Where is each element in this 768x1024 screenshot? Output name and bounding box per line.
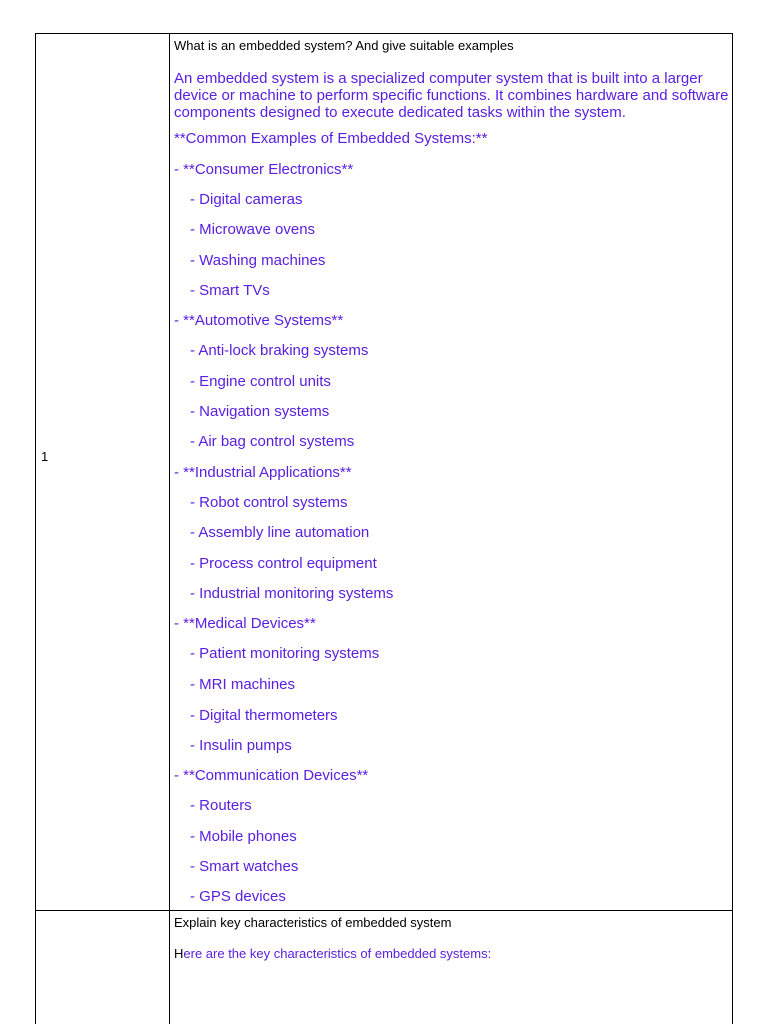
- answer-1: An embedded system is a specialized computer system that is built into a larger device or machine to perform specific functions. It combines hardware and software components designed to execute dedicated tasks within the system.: [174, 70, 729, 121]
- list-item: - Air bag control systems: [190, 433, 355, 450]
- list-item: - Assembly line automation: [190, 524, 370, 541]
- list-item: - Process control equipment: [190, 555, 377, 572]
- examples-heading: **Common Examples of Embedded Systems:**: [174, 130, 488, 147]
- category-label: - **Consumer Electronics**: [174, 161, 354, 178]
- list-item: - Microwave ovens: [190, 221, 316, 238]
- list-item: - Routers: [190, 797, 252, 814]
- list-item: - Robot control systems: [190, 494, 348, 511]
- category-label: - **Medical Devices**: [174, 615, 316, 632]
- list-item: - Engine control units: [190, 373, 331, 390]
- list-item: - Digital cameras: [190, 191, 303, 208]
- list-item: - Smart TVs: [190, 282, 270, 299]
- answer-2: [174, 946, 491, 961]
- answer-2-text: ere are the key characteristics of embedded systems:: [183, 946, 492, 961]
- category-label: - **Automotive Systems**: [174, 312, 344, 329]
- list-item: - GPS devices: [190, 888, 286, 905]
- table-border-left: [35, 33, 36, 1024]
- list-item: - Patient monitoring systems: [190, 645, 380, 662]
- answer-2-first-letter: H: [174, 946, 184, 961]
- question-1: What is an embedded system? And give suitable examples: [174, 38, 514, 53]
- list-item: - Anti-lock braking systems: [190, 342, 369, 359]
- question-2: Explain key characteristics of embedded system: [174, 915, 452, 930]
- table-border-right: [732, 33, 733, 1024]
- table-border-column: [169, 33, 170, 1024]
- list-item: - Industrial monitoring systems: [190, 585, 394, 602]
- category-label: - **Communication Devices**: [174, 767, 369, 784]
- list-item: - Mobile phones: [190, 828, 297, 845]
- category-label: - **Industrial Applications**: [174, 464, 352, 481]
- list-item: - Smart watches: [190, 858, 299, 875]
- table-row-divider: [35, 910, 733, 911]
- table-border-top: [35, 33, 733, 34]
- list-item: - Washing machines: [190, 252, 326, 269]
- list-item: - Navigation systems: [190, 403, 330, 420]
- row-number: 1: [41, 449, 49, 464]
- list-item: - MRI machines: [190, 676, 296, 693]
- list-item: - Insulin pumps: [190, 737, 292, 754]
- list-item: - Digital thermometers: [190, 707, 338, 724]
